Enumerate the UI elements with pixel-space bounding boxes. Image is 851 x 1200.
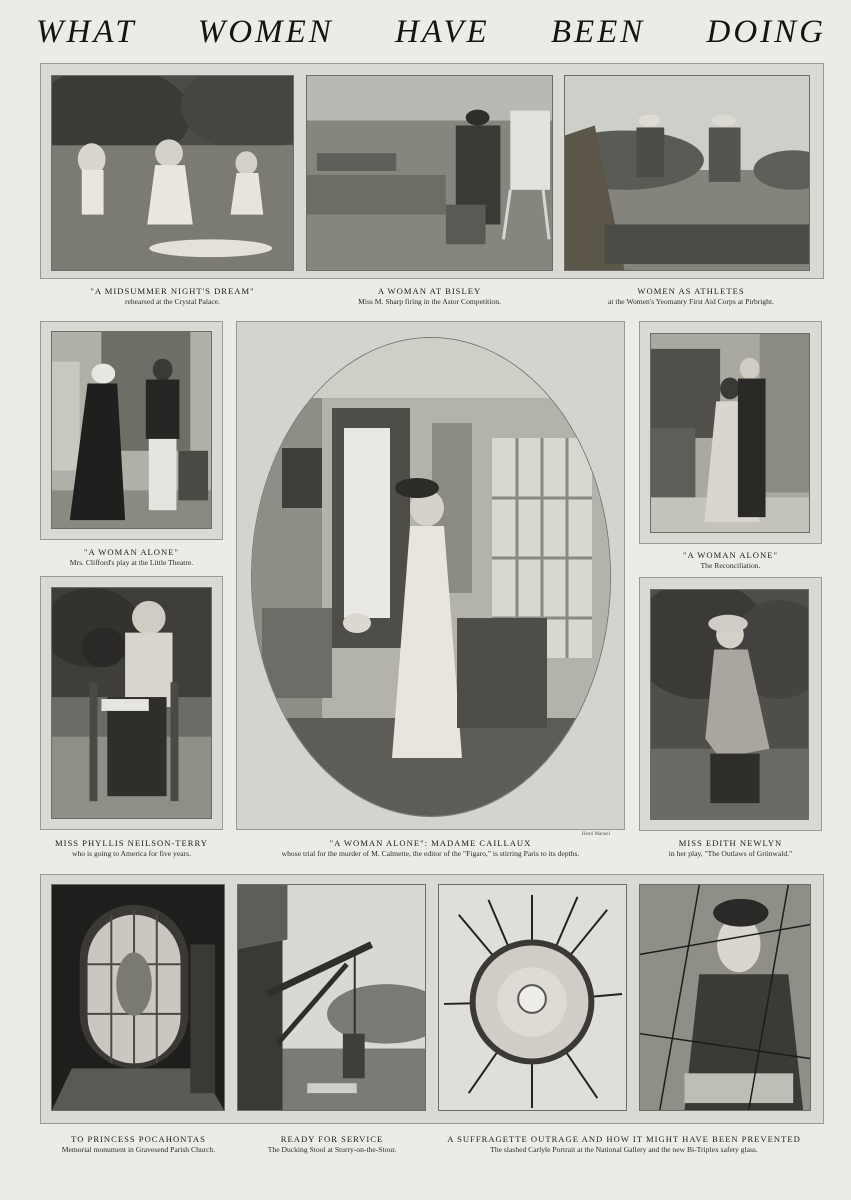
title-word-3: HAVE <box>394 13 490 50</box>
photo-edith <box>650 589 809 820</box>
photo-reconciliation <box>650 333 810 533</box>
caption-suffragette-sub: The slashed Carlyle Portrait at the National Gallery and the new Bi-Triplex safety glass. <box>490 1144 758 1154</box>
caption-alone-left <box>36 547 227 567</box>
title-word-5: DOING <box>706 13 826 50</box>
caption-phyllis <box>36 838 227 858</box>
photo-caillaux <box>251 337 611 817</box>
caption-pocahontas-heading: TO PRINCESS POCAHONTAS <box>71 1134 206 1144</box>
caption-edith <box>635 838 826 858</box>
caption-phyllis-sub: who is going to America for five years. <box>72 848 191 858</box>
caption-caillaux-heading: "A WOMAN ALONE": MADAME CAILLAUX <box>329 838 532 848</box>
photo-midsummer <box>51 75 294 271</box>
caption-edith-sub: in her play, "The Outlaws of Grünwald." <box>668 848 793 858</box>
caption-alone-left-sub: Mrs. Clifford's play at the Little Theatre. <box>69 557 194 567</box>
caption-alone-left-heading: "A WOMAN ALONE" <box>84 547 179 557</box>
photo-pocahontas <box>51 884 225 1111</box>
caption-midsummer-heading: "A MIDSUMMER NIGHT'S DREAM" <box>90 286 255 296</box>
caption-reconciliation-sub: The Reconciliation. <box>700 560 761 570</box>
caption-ducking-stool-sub: The Ducking Stool at Sturry-on-the-Stour. <box>267 1144 397 1154</box>
caption-suffragette <box>426 1134 822 1154</box>
photo-phyllis <box>51 587 212 819</box>
photo-athletes <box>564 75 810 271</box>
caption-athletes-heading: WOMEN AS ATHLETES <box>637 286 745 296</box>
photo-alone-left <box>51 331 212 529</box>
caption-ducking-stool <box>232 1134 432 1154</box>
caption-edith-heading: MISS EDITH NEWLYN <box>678 838 783 848</box>
caption-pocahontas <box>36 1134 241 1154</box>
caption-athletes-sub: at the Women's Yeomanry First Aid Corps at Pirbright. <box>608 296 774 306</box>
photo-credit: Henri Manuel <box>582 832 610 837</box>
caption-pocahontas-sub: Memorial monument in Gravesend Parish Church. <box>61 1144 216 1154</box>
title-word-4: BEEN <box>550 13 646 50</box>
photo-suffragette-glass <box>438 884 627 1111</box>
page-title <box>36 10 826 54</box>
caption-bisley-heading: A WOMAN AT BISLEY <box>377 286 482 296</box>
title-word-2: WOMEN <box>197 13 334 50</box>
caption-ducking-stool-heading: READY FOR SERVICE <box>280 1134 384 1144</box>
photo-bisley <box>306 75 553 271</box>
caption-bisley-sub: Miss M. Sharp firing in the Astor Competition. <box>358 296 501 306</box>
caption-athletes <box>560 286 822 306</box>
photo-ducking-stool <box>237 884 426 1111</box>
caption-midsummer <box>51 286 294 306</box>
caption-caillaux <box>236 838 625 858</box>
caption-suffragette-heading: A SUFFRAGETTE OUTRAGE AND HOW IT MIGHT HAVE BEEN PREVENTED <box>447 1134 801 1144</box>
caption-midsummer-sub: rehearsed at the Crystal Palace. <box>124 296 221 306</box>
caption-reconciliation-heading: "A WOMAN ALONE" <box>683 550 778 560</box>
photo-carlyle-portrait <box>639 884 811 1111</box>
caption-caillaux-sub: whose trial for the murder of M. Calmette, the editor of the "Figaro," is stirring Paris to its depths. <box>281 848 580 858</box>
caption-reconciliation <box>635 550 826 570</box>
title-word-1: WHAT <box>36 13 137 50</box>
caption-bisley <box>296 286 563 306</box>
caption-phyllis-heading: MISS PHYLLIS NEILSON-TERRY <box>54 838 208 848</box>
